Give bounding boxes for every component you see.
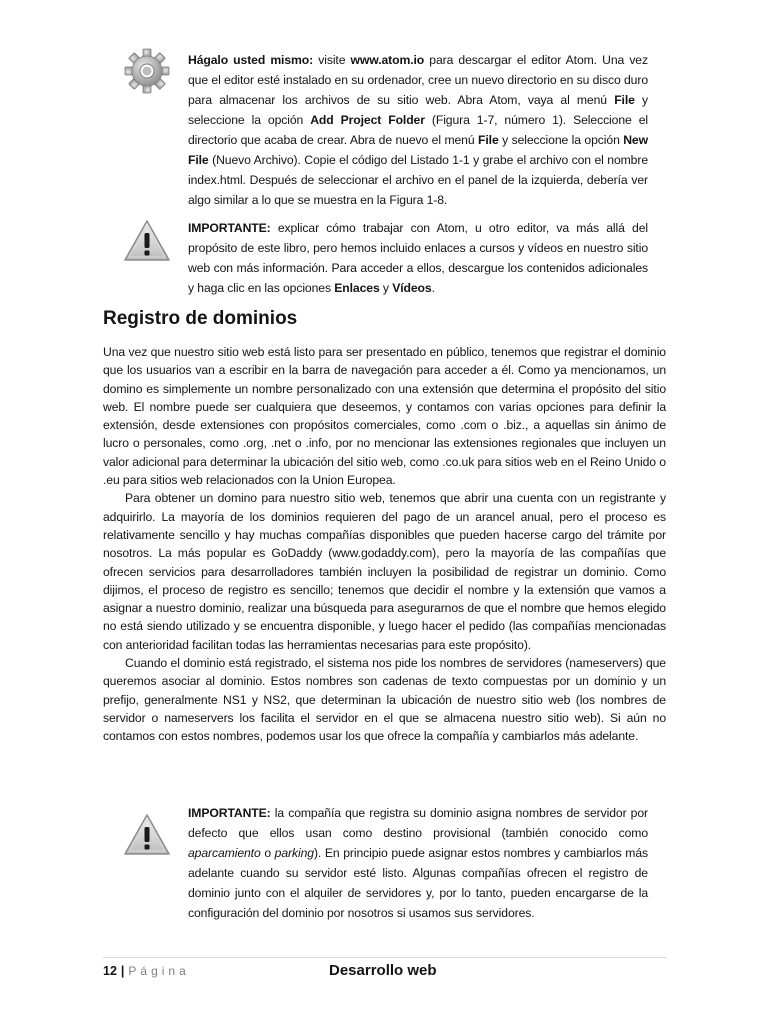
body-text [103, 343, 666, 746]
text-run: explicar cómo trabajar con Atom, u otro editor, va más allá del propósito de este libro, pero hemos incluido enlaces a cursos y vídeos en nuestro sitio web con más información. Para acceder a ellos, descargue los contenidos adicionales y haga clic en las opciones [188, 221, 648, 295]
warning-icon [122, 812, 172, 858]
paragraph: Una vez que nuestro sitio web está listo para ser presentado en público, tenemos que registrar el dominio que los usuarios van a escribir en la barra de navegación para acceder a él. Como ya mencionamos, un domino es simplemente un nombre personalizado con una extensión que determina el propósito del sitio web. El nombre puede ser cualquiera que deseemos, y contamos con varias opciones para definir la extensión, desde extensiones con propósitos comerciales, como .com o .biz., a aquellas sin ánimo de lucro o personales, como .org, .net o .info, por no mencionar las extensiones regionales que incluyen un valor adicional para determinar la ubicación del sitio web, como .co.uk para sitios web en el Reino Unido o .eu para sitios web relacionados con la Union Europea. [103, 345, 666, 488]
footer-separator: | [120, 964, 125, 978]
bold-text: IMPORTANTE: [188, 221, 271, 235]
gear-icon [122, 46, 172, 96]
bold-text: Hágalo usted mismo: [188, 53, 314, 67]
book-title: Desarrollo web [329, 962, 437, 979]
text-run: visite [313, 53, 351, 67]
paragraph: Para obtener un domino para nuestro sitio web, tenemos que abrir una cuenta con un registrante y adquirirlo. La mayoría de los dominios requieren del pago de un arancel anual, pero el proceso es relativamente sencillo y hay muchas compañías disponibles que pueden hacerse cargo del trámite por nosotros. La más popular es GoDaddy (www.godaddy.com), pero la mayoría de las compañías que ofrecen servicios para desarrolladores también incluyen la posibilidad de registrar un dominio. Como dijimos, el proceso de registro es sencillo; tenemos que decidir el nombre y la extensión que vamos a asignar a nuestro dominio, realizar una búsqueda para asegurarnos de que el nombre que hemos elegido no está siendo utilizado y se encuentra disponible, y luego hacer el pedido (las compañías mencionadas con anterioridad facilitan todas las herramientas necesarias para este propósito). [103, 491, 666, 652]
footer-divider [103, 957, 666, 958]
paragraph: Cuando el dominio está registrado, el sistema nos pide los nombres de servidores (nameservers) que queremos asociar al dominio. Estos nombres son cadenas de texto compuestas por un dominio y un prefijo, generalmente NS1 y NS2, que determinan la ubicación de nuestro sitio web (los nombres de servidor o nameservers los facilita el servidor en el que se almacena nuestro sitio web). Si aún no contamos con estos nombres, podemos usar los que ofrece la compañía y cambiarlos más adelante. [103, 656, 666, 744]
text-run: y seleccione la opción [188, 93, 649, 127]
tip-text [188, 50, 648, 210]
text-run: ). En principio puede asignar estos nombres y cambiarlos más adelante cuando su servidor esté listo. Algunas compañías ofrecen el registro de dominio junto con el alquiler de servidores y, por lo tanto, pueden encargarse de la configuración del dominio por nosotros si usamos sus servidores. [188, 846, 648, 920]
tip-callout [122, 46, 652, 206]
warning-icon [122, 218, 172, 264]
page-number: 12 [103, 964, 117, 978]
text-run: (Figura 1-7, número 1). Seleccione el directorio que acaba de crear. Abra de nuevo el menú [188, 113, 648, 147]
text-run: y [379, 281, 393, 295]
page-label: Página [128, 964, 190, 978]
bold-text: File [614, 93, 635, 107]
italic-text: aparcamiento [188, 846, 261, 860]
important-text [188, 803, 648, 923]
text-run: o [260, 846, 275, 860]
text-run: y seleccione la opción [498, 133, 624, 147]
bold-text: File [478, 133, 499, 147]
important-text [188, 218, 648, 298]
bold-text: Add Project Folder [310, 113, 425, 127]
italic-text: parking [274, 846, 314, 860]
bold-text: Vídeos [392, 281, 432, 295]
section-heading: Registro de dominios [103, 308, 298, 329]
bold-text: New File [188, 133, 648, 167]
text-run: la compañía que registra su dominio asigna nombres de servidor por defecto que ellos usan como destino provisional (también conocido como [188, 806, 648, 840]
bold-text: www.atom.io [350, 53, 425, 67]
page-footer [103, 962, 666, 984]
important-callout [122, 218, 652, 298]
text-run: para descargar el editor Atom. Una vez que el editor esté instalado en su ordenador, cree un nuevo directorio en su disco duro para almacenar los archivos de su sitio web. Abra Atom, vaya al menú [188, 53, 648, 107]
important-callout [122, 800, 652, 920]
bold-text: Enlaces [334, 281, 380, 295]
bold-text: IMPORTANTE: [188, 806, 271, 820]
text-run: . [431, 281, 435, 295]
page-number-block [103, 964, 190, 978]
text-run: (Nuevo Archivo). Copie el código del Listado 1-1 y grabe el archivo con el nombre index.html. Después de seleccionar el archivo en el panel de la izquierda, debería ver algo similar a lo que se muestra en la Figura 1-8. [188, 153, 648, 207]
